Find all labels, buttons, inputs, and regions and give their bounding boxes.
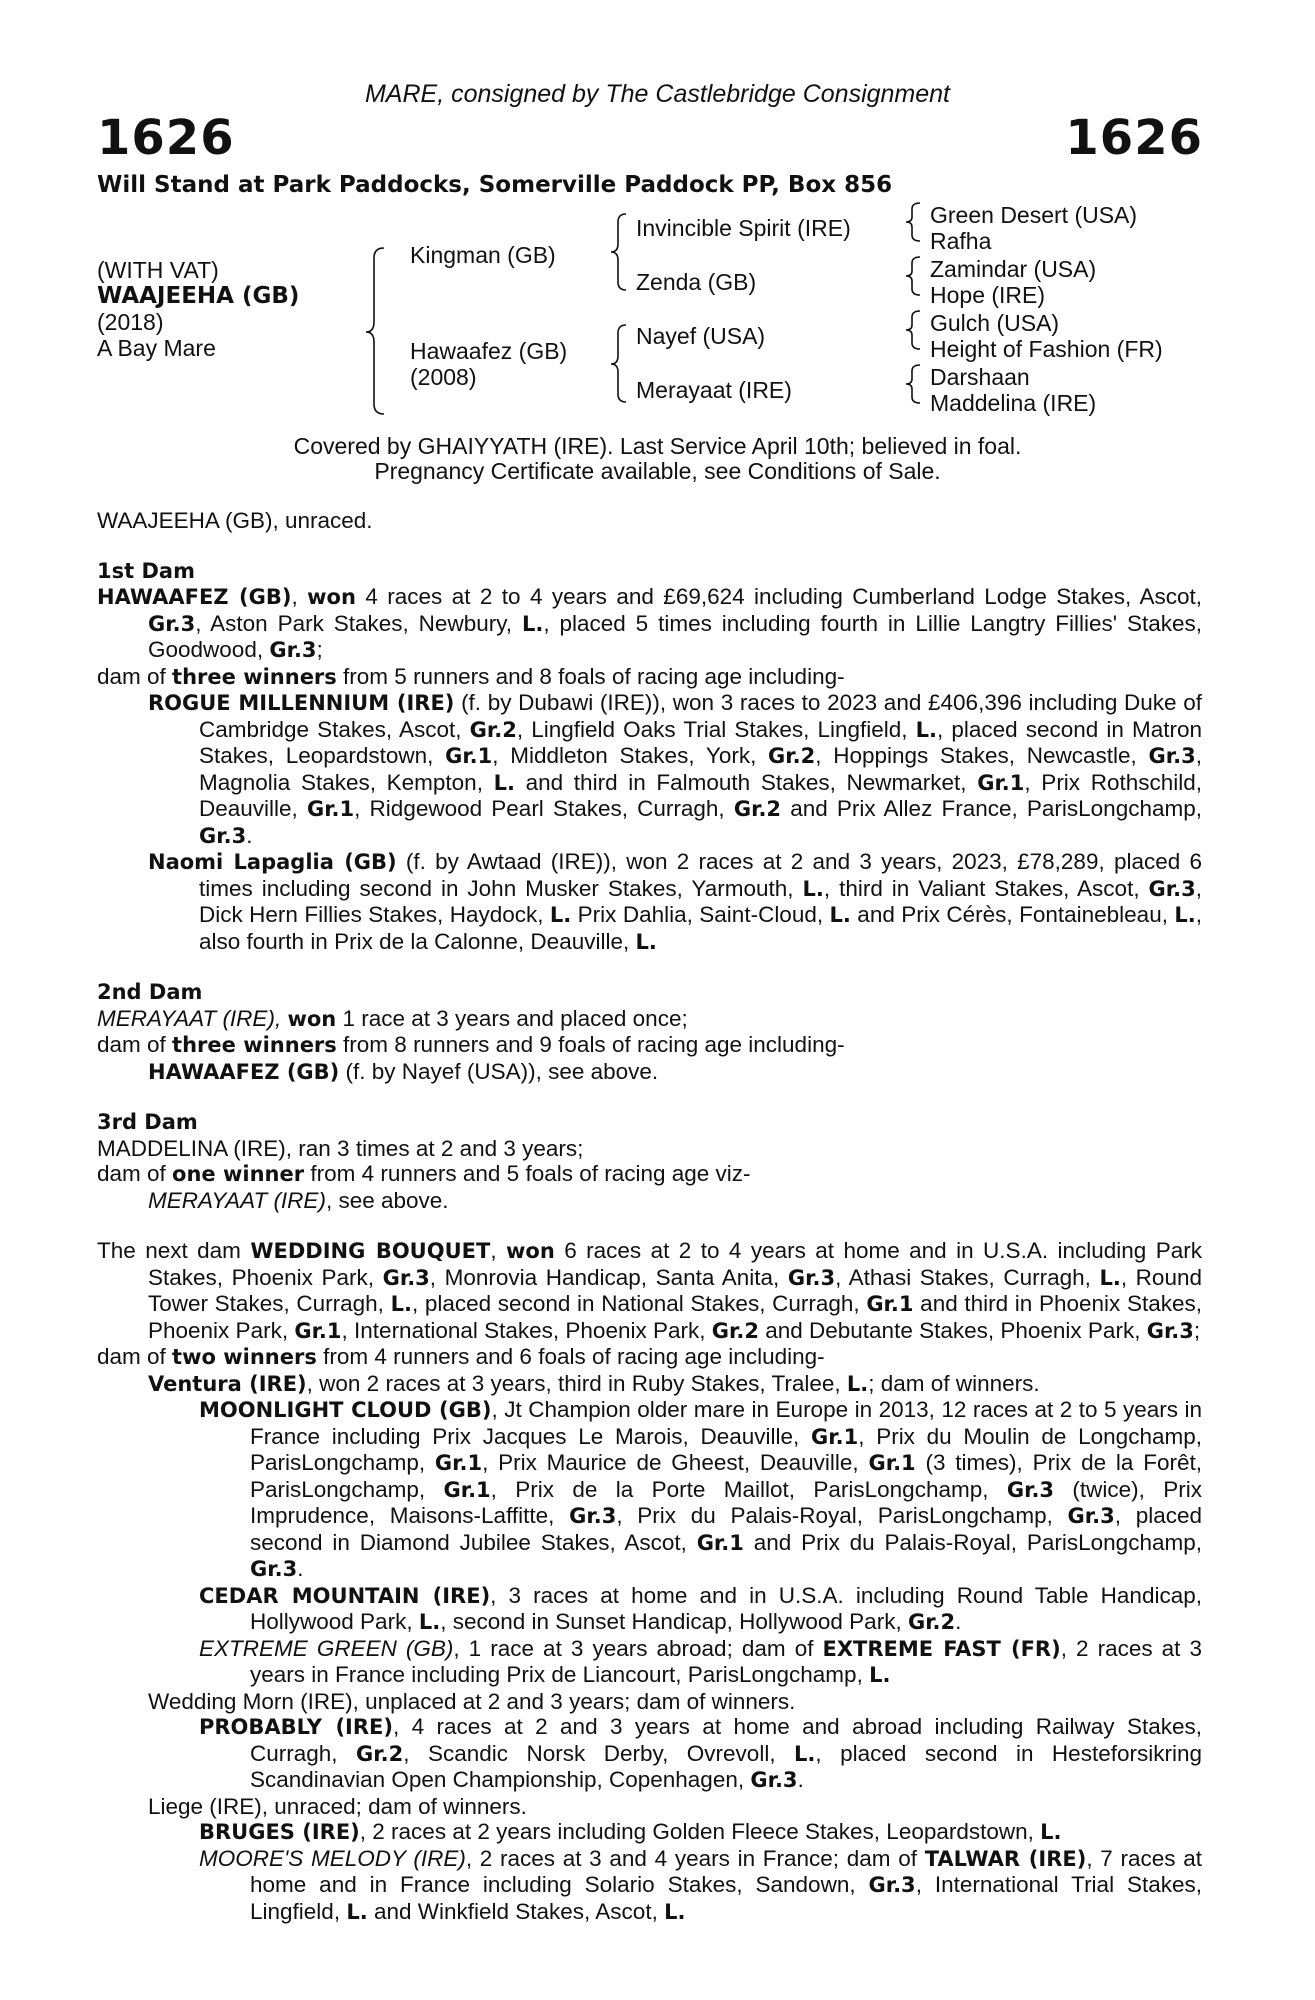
pedigree-sire: Kingman (GB) xyxy=(410,242,556,268)
vat-label: (WITH VAT) xyxy=(97,257,219,283)
unraced-line: WAAJEEHA (GB), unraced. xyxy=(97,508,373,533)
pedigree-gen3-1: Green Desert (USA) xyxy=(930,202,1138,228)
pedigree-gen3-8: Maddelina (IRE) xyxy=(930,390,1097,416)
third-dam-heading: 3rd Dam xyxy=(97,1110,198,1134)
first-dam-heading: 1st Dam xyxy=(97,558,195,583)
progeny-liege: Liege (IRE), unraced; dam of winners. xyxy=(148,1793,527,1819)
third-dam-progeny: MERAYAAT (IRE), see above. xyxy=(148,1187,449,1213)
pedigree-dam-dam: Merayaat (IRE) xyxy=(636,377,792,403)
pedigree-gen3-3: Zamindar (USA) xyxy=(930,256,1097,282)
horse-description: A Bay Mare xyxy=(97,335,216,361)
first-dam-record: HAWAAFEZ (GB), won 4 races at 2 to 4 years and £69,624 including Cumberland Lodge Stakes, Ascot, Gr.3, Aston Park Stakes, Newbury, L., placed 5 times including fourth in Lillie Langtry Fillies' Stakes, Goodwood, Gr.3; xyxy=(97,584,1202,662)
lot-number-right: 1626 xyxy=(1065,110,1203,166)
consignment-line: MARE, consigned by The Castlebridge Consignment xyxy=(364,80,951,108)
first-dam-produce: dam of three winners from 5 runners and 8 foals of racing age including- xyxy=(97,663,845,689)
second-dam-record: MERAYAAT (IRE), won 1 race at 3 years and placed once; xyxy=(97,1005,688,1031)
second-dam-produce: dam of three winners from 8 runners and 9 foals of racing age including- xyxy=(97,1032,845,1057)
covering-line-1: Covered by GHAIYYATH (IRE). Last Service April 10th; believed in foal. xyxy=(293,433,1022,459)
horse-name: WAAJEEHA (GB) xyxy=(97,283,300,309)
pedigree-gen3-4: Hope (IRE) xyxy=(930,282,1046,308)
next-dam-produce: dam of two winners from 4 runners and 6 foals of racing age including- xyxy=(97,1344,825,1369)
catalogue-body xyxy=(97,508,1202,1925)
progeny-ventura: Ventura (IRE), won 2 races at 3 years, third in Ruby Stakes, Tralee, L.; dam of winners. xyxy=(148,1370,1040,1396)
pedigree-dam: Hawaafez (GB) xyxy=(410,338,568,364)
next-dam-record: The next dam WEDDING BOUQUET, won 6 races at 2 to 4 years at home and in U.S.A. including Park Stakes, Phoenix Park, Gr.3, Monrovia Handicap, Santa Anita, Gr.3, Athasi Stakes, Curragh, L., Round Tower Stakes, Curragh, L., placed second in National Stakes, Curragh, Gr.1 and third in Phoenix Stakes, Phoenix Park, Gr.1, International Stakes, Phoenix Park, Gr.2 and Debutante Stakes, Phoenix Park, Gr.3; xyxy=(97,1238,1202,1343)
progeny-naomi-lapaglia: Naomi Lapaglia (GB) (f. by Awtaad (IRE)), won 2 races at 2 and 3 years, 2023, £78,289, placed 6 times including second in John Musker Stakes, Yarmouth, L., third in Valiant Stakes, Ascot, Gr.3, Dick Hern Fillies Stakes, Haydock, L. Prix Dahlia, Saint-Cloud, L. and Prix Cérès, Fontainebleau, L., also fourth in Prix de la Calonne, Deauville, L. xyxy=(148,849,1203,954)
covering-line-2: Pregnancy Certificate available, see Conditions of Sale. xyxy=(374,458,941,484)
pedigree-gen3-6: Height of Fashion (FR) xyxy=(930,336,1163,362)
third-dam-produce: dam of one winner from 4 runners and 5 foals of racing age viz- xyxy=(97,1161,751,1186)
second-dam-progeny: HAWAAFEZ (GB) (f. by Nayef (USA)), see above. xyxy=(148,1058,659,1084)
progeny-extreme-green: EXTREME GREEN (GB), 1 race at 3 years abroad; dam of EXTREME FAST (FR), 2 races at 3 years in France including Prix de Liancourt, ParisLongchamp, L. xyxy=(199,1635,1202,1687)
horse-year: (2018) xyxy=(97,309,164,335)
progeny-probably: PROBABLY (IRE), 4 races at 2 and 3 years at home and abroad including Railway Stakes, Curragh, Gr.2, Scandic Norsk Derby, Ovrevoll, L., placed second in Hesteforsikring Scandinavian Open Championship, Copenhagen, Gr.3. xyxy=(199,1714,1202,1792)
pedigree-sire-dam: Zenda (GB) xyxy=(636,269,757,295)
progeny-rogue-millennium: ROGUE MILLENNIUM (IRE) (f. by Dubawi (IRE)), won 3 races to 2023 and £406,396 including Duke of Cambridge Stakes, Ascot, Gr.2, Lingfield Oaks Trial Stakes, Lingfield, L., placed second in Matron Stakes, Leopardstown, Gr.1, Middleton Stakes, York, Gr.2, Hoppings Stakes, Newcastle, Gr.3, Magnolia Stakes, Kempton, L. and third in Falmouth Stakes, Newmarket, Gr.1, Prix Rothschild, Deauville, Gr.1, Ridgewood Pearl Stakes, Curragh, Gr.2 and Prix Allez France, ParisLongchamp, Gr.3. xyxy=(148,690,1203,848)
progeny-moores-melody: MOORE'S MELODY (IRE), 2 races at 3 and 4 years in France; dam of TALWAR (IRE), 7 races at home and in France including Solario Stakes, Sandown, Gr.3, International Trial Stakes, Lingfield, L. and Winkfield Stakes, Ascot, L. xyxy=(199,1845,1202,1924)
lot-number-left: 1626 xyxy=(97,110,235,166)
progeny-bruges: BRUGES (IRE), 2 races at 2 years including Golden Fleece Stakes, Leopardstown, L. xyxy=(199,1819,1062,1844)
third-dam-record: MADDELINA (IRE), ran 3 times at 2 and 3 years; xyxy=(97,1135,584,1161)
pedigree-sire-sire: Invincible Spirit (IRE) xyxy=(636,215,851,241)
pedigree-dam-sire: Nayef (USA) xyxy=(636,323,766,349)
progeny-wedding-morn: Wedding Morn (IRE), unplaced at 2 and 3 years; dam of winners. xyxy=(148,1688,796,1714)
progeny-moonlight-cloud: MOONLIGHT CLOUD (GB), Jt Champion older mare in Europe in 2013, 12 races at 2 to 5 years in France including Prix Jacques Le Marois, Deauville, Gr.1, Prix du Moulin de Longchamp, ParisLongchamp, Gr.1, Prix Maurice de Gheest, Deauville, Gr.1 (3 times), Prix de la Forêt, ParisLongchamp, Gr.1, Prix de la Porte Maillot, ParisLongchamp, Gr.3 (twice), Prix Imprudence, Maisons-Laffitte, Gr.3, Prix du Palais-Royal, ParisLongchamp, Gr.3, placed second in Diamond Jubilee Stakes, Ascot, Gr.1 and Prix du Palais-Royal, ParisLongchamp, Gr.3. xyxy=(199,1397,1203,1581)
progeny-cedar-mountain: CEDAR MOUNTAIN (IRE), 3 races at home and in U.S.A. including Round Table Handicap, Hollywood Park, L., second in Sunset Handicap, Hollywood Park, Gr.2. xyxy=(199,1582,1202,1634)
pedigree-gen3-5: Gulch (USA) xyxy=(930,310,1060,336)
pedigree-gen3-7: Darshaan xyxy=(930,364,1030,390)
stand-location: Will Stand at Park Paddocks, Somerville Paddock PP, Box 856 xyxy=(97,172,893,198)
second-dam-heading: 2nd Dam xyxy=(97,980,203,1004)
pedigree-dam-year: (2008) xyxy=(410,364,477,390)
pedigree-gen3-2: Rafha xyxy=(930,228,992,254)
